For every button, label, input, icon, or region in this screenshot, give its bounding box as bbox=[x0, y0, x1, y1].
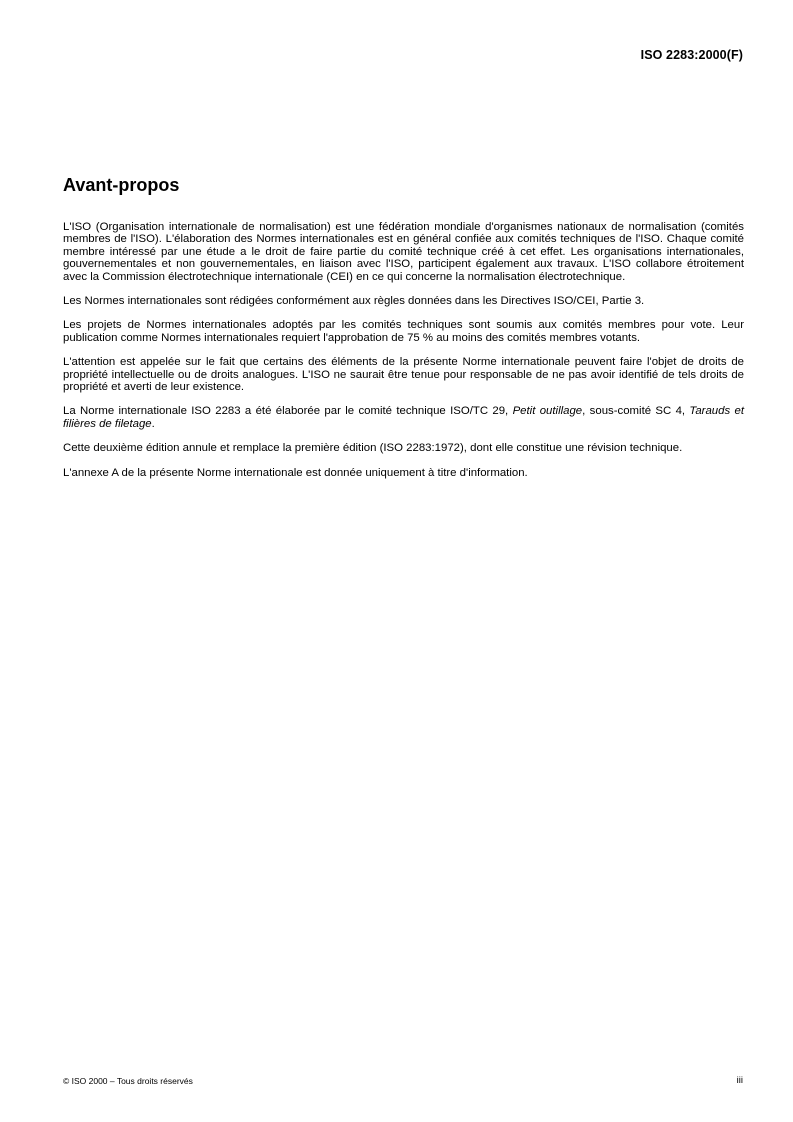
paragraph-voting: Les projets de Normes internationales adoptés par les comités techniques sont soumis aux comités membres pour vote. Leur publication comme Normes internationales requiert l'approbation de 75 % au moins des comités membres votants. bbox=[63, 319, 744, 344]
page-title: Avant-propos bbox=[63, 175, 180, 195]
paragraph-committee bbox=[63, 405, 744, 430]
footer-page-number: iii bbox=[736, 1075, 743, 1086]
committee-text-3: . bbox=[151, 417, 155, 430]
committee-text-2: , sous-comité SC 4, bbox=[582, 405, 690, 418]
paragraph-annex: L'annexe A de la présente Norme internationale est donnée uniquement à titre d'information. bbox=[63, 466, 528, 479]
footer-copyright: © ISO 2000 – Tous droits réservés bbox=[63, 1076, 193, 1086]
paragraph-directives: Les Normes internationales sont rédigées conformément aux règles données dans les Directives ISO/CEI, Partie 3. bbox=[63, 295, 645, 308]
paragraph-edition: Cette deuxième édition annule et remplace la première édition (ISO 2283:1972), dont elle constitue une révision technique. bbox=[63, 442, 683, 455]
paragraph-iso-organisation: L'ISO (Organisation internationale de normalisation) est une fédération mondiale d'organismes nationaux de normalisation (comités membres de l'ISO). L'élaboration des Normes internationales est en général confiée aux comités techniques de l'ISO. Chaque comité membre intéressé par une étude a le droit de faire partie du comité technique créé à cet effet. Les organisations internationales, gouvernementales et non gouvernementales, en liaison avec l'ISO, participent également aux travaux. L'ISO collabore étroitement avec la Commission électrotechnique internationale (CEI) en ce qui concerne la normalisation électrotechnique. bbox=[63, 221, 744, 283]
committee-text-1: La Norme internationale ISO 2283 a été élaborée par le comité technique ISO/TC 29, bbox=[63, 405, 513, 418]
document-reference: ISO 2283:2000(F) bbox=[640, 48, 743, 62]
committee-name: Petit outillage bbox=[512, 405, 583, 418]
paragraph-patent-rights: L'attention est appelée sur le fait que certains des éléments de la présente Norme internationale peuvent faire l'objet de droits de propriété intellectuelle ou de droits analogues. L'ISO ne saurait être tenue pour responsable de ne pas avoir identifié de tels droits de propriété et averti de leur existence. bbox=[63, 356, 744, 394]
subcommittee-name: Tarauds et filières de filetage bbox=[63, 405, 745, 430]
foreword-body bbox=[63, 221, 744, 491]
